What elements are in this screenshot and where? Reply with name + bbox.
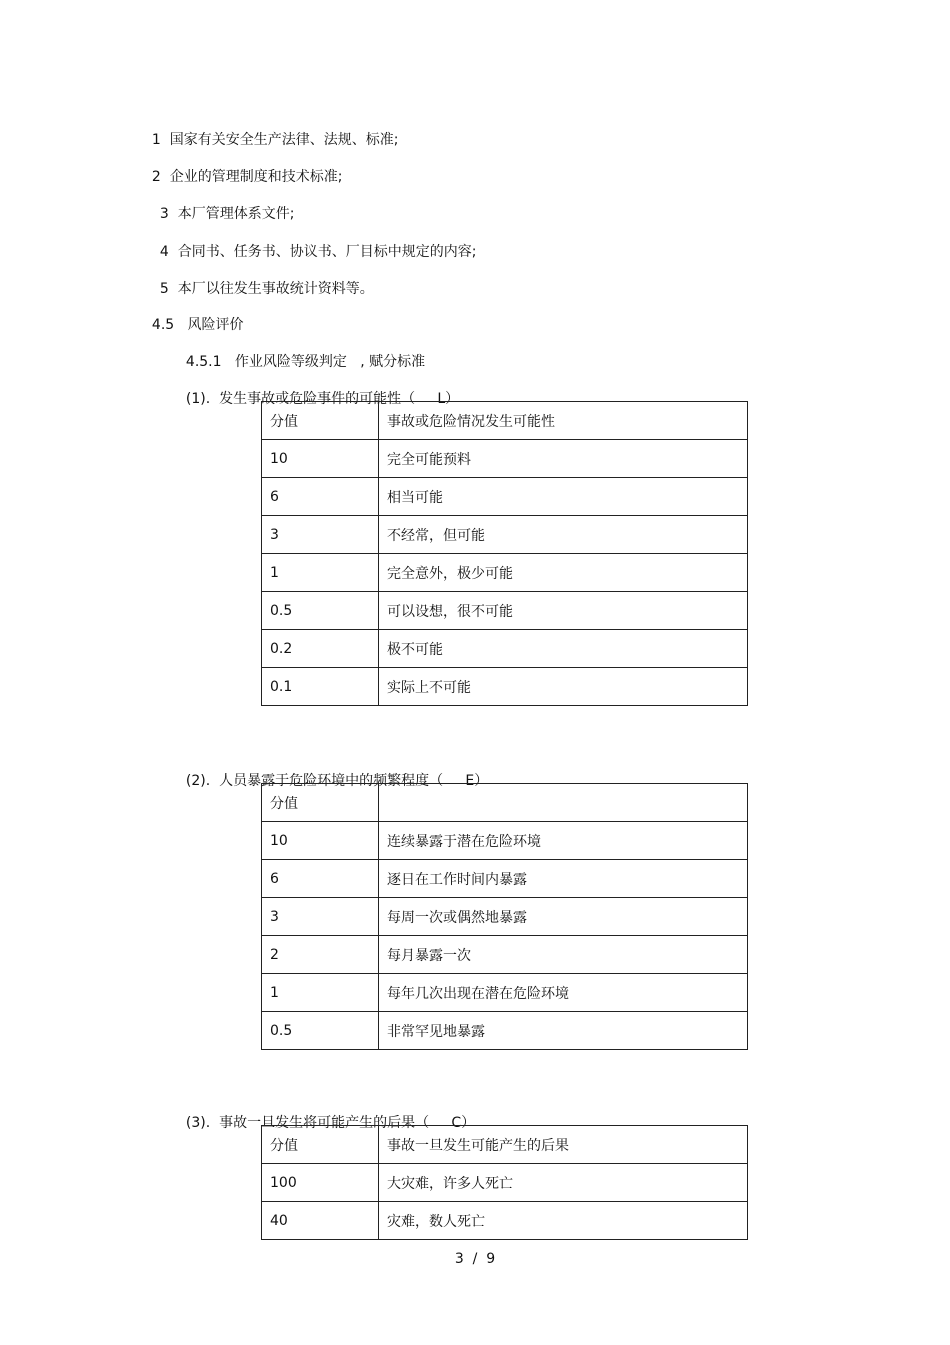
table-row xyxy=(262,936,748,974)
score-cell: 10 xyxy=(262,822,379,860)
score-cell: 0.5 xyxy=(262,592,379,630)
caption-number: (2). xyxy=(185,773,211,789)
source-item-number: 1 xyxy=(151,132,161,148)
subsection-suffix: , 赋分标准 xyxy=(360,354,426,370)
score-cell: 2 xyxy=(262,936,379,974)
table-row xyxy=(262,668,748,706)
description-cell: 逐日在工作时间内暴露 xyxy=(379,860,748,898)
description-cell: 极不可能 xyxy=(379,630,748,668)
table-row xyxy=(262,592,748,630)
description-cell: 完全意外，极少可能 xyxy=(379,554,748,592)
header-cell-description: 事故或危险情况发生可能性 xyxy=(379,402,748,440)
score-cell: 1 xyxy=(262,974,379,1012)
score-cell: 100 xyxy=(262,1164,379,1202)
header-cell-score: 分值 xyxy=(262,784,379,822)
header-cell-score: 分值 xyxy=(262,402,379,440)
score-cell: 40 xyxy=(262,1202,379,1240)
table-row xyxy=(262,974,748,1012)
description-cell: 连续暴露于潜在危险环境 xyxy=(379,822,748,860)
table-row xyxy=(262,630,748,668)
header-cell-description: 事故一旦发生可能产生的后果 xyxy=(379,1126,748,1164)
table-row xyxy=(262,898,748,936)
score-cell: 3 xyxy=(262,898,379,936)
score-cell: 3 xyxy=(262,516,379,554)
description-cell: 实际上不可能 xyxy=(379,668,748,706)
description-cell: 每月暴露一次 xyxy=(379,936,748,974)
description-cell: 灾难，数人死亡 xyxy=(379,1202,748,1240)
likelihood-table xyxy=(261,401,748,706)
source-item-number: 2 xyxy=(151,169,161,185)
description-cell: 非常罕见地暴露 xyxy=(379,1012,748,1050)
caption-text: 事故一旦发生将可能产生的后果（ xyxy=(219,1115,430,1131)
source-item-1 xyxy=(143,113,398,149)
caption-text: 人员暴露于危险环境中的频繁程度（ xyxy=(219,773,444,789)
source-item-2 xyxy=(143,150,342,186)
description-cell: 不经常，但可能 xyxy=(379,516,748,554)
source-item-number: 5 xyxy=(159,281,169,297)
page-number: 3 / 9 xyxy=(454,1251,496,1267)
caption-symbol: C） xyxy=(451,1115,476,1131)
subsection-title: 作业风险等级判定 xyxy=(234,354,347,370)
section-number: 4.5 xyxy=(151,317,175,333)
description-cell: 可以设想，很不可能 xyxy=(379,592,748,630)
header-cell-description xyxy=(379,784,748,822)
source-item-text: 企业的管理制度和技术标准; xyxy=(169,169,343,185)
table-row xyxy=(262,860,748,898)
description-cell: 大灾难，许多人死亡 xyxy=(379,1164,748,1202)
table-row xyxy=(262,554,748,592)
caption-symbol: L） xyxy=(437,391,460,407)
caption-text: 发生事故或危险事件的可能性（ xyxy=(219,391,416,407)
caption-number: (1). xyxy=(185,391,211,407)
caption-symbol: E） xyxy=(465,773,489,789)
source-item-text: 合同书、任务书、协议书、厂目标中规定的内容; xyxy=(177,244,477,260)
table-row xyxy=(262,516,748,554)
table-row xyxy=(262,1202,748,1240)
caption-number: (3). xyxy=(185,1115,211,1131)
score-cell: 6 xyxy=(262,478,379,516)
table-header-row xyxy=(262,402,748,440)
subsection-heading xyxy=(177,335,425,371)
table-row xyxy=(262,1164,748,1202)
score-cell: 0.5 xyxy=(262,1012,379,1050)
score-cell: 0.1 xyxy=(262,668,379,706)
section-title: 风险评价 xyxy=(187,317,244,333)
source-item-5 xyxy=(151,262,374,298)
table-row xyxy=(262,478,748,516)
exposure-table xyxy=(261,783,748,1050)
description-cell: 每周一次或偶然地暴露 xyxy=(379,898,748,936)
score-cell: 0.2 xyxy=(262,630,379,668)
section-heading xyxy=(143,298,244,334)
table-row xyxy=(262,1012,748,1050)
source-item-text: 国家有关安全生产法律、法规、标准; xyxy=(169,132,399,148)
source-item-text: 本厂管理体系文件; xyxy=(177,206,295,222)
source-item-number: 3 xyxy=(159,206,169,222)
table-row xyxy=(262,440,748,478)
table-header-row xyxy=(262,784,748,822)
table-header-row xyxy=(262,1126,748,1164)
description-cell: 相当可能 xyxy=(379,478,748,516)
table-row xyxy=(262,822,748,860)
source-item-3 xyxy=(151,187,294,223)
source-item-text: 本厂以往发生事故统计资料等。 xyxy=(177,281,374,297)
consequence-table xyxy=(261,1125,748,1240)
subsection-number: 4.5.1 xyxy=(185,354,222,370)
score-cell: 6 xyxy=(262,860,379,898)
source-item-number: 4 xyxy=(159,244,169,260)
score-cell: 10 xyxy=(262,440,379,478)
description-cell: 每年几次出现在潜在危险环境 xyxy=(379,974,748,1012)
source-item-4 xyxy=(151,225,476,261)
score-cell: 1 xyxy=(262,554,379,592)
header-cell-score: 分值 xyxy=(262,1126,379,1164)
description-cell: 完全可能预料 xyxy=(379,440,748,478)
